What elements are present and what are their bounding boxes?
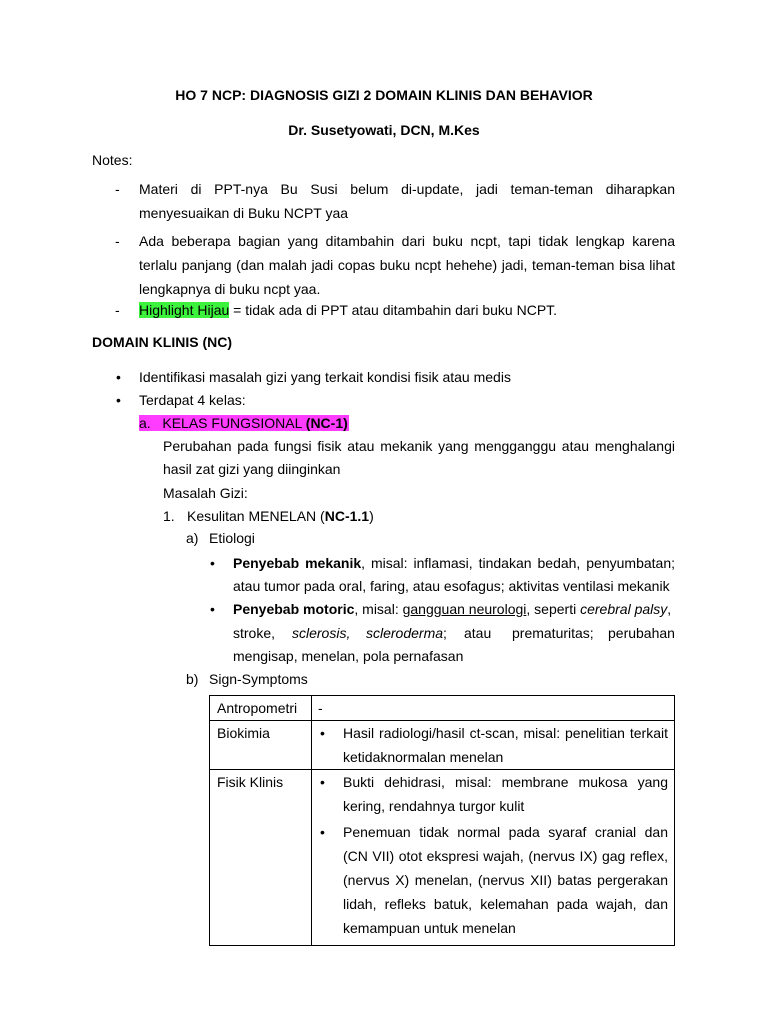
class-heading — [139, 415, 349, 431]
cause-text: , — [667, 601, 672, 617]
bullet-text: Identifikasi masalah gizi yang terkait kondisi fisik atau medis — [139, 369, 511, 385]
class-marker: a. — [139, 415, 151, 431]
row-value — [312, 770, 675, 946]
masalah-label: Masalah Gizi: — [163, 485, 248, 501]
problem-label: Kesulitan MENELAN ( — [187, 508, 325, 524]
problem-title — [187, 508, 374, 524]
bullet-icon: • — [210, 601, 215, 617]
italic-term: cerebral palsy — [580, 601, 668, 617]
cause-label: Penyebab motoric — [233, 601, 355, 617]
dash-marker: - — [115, 302, 120, 318]
cause-text: perubahan — [608, 625, 675, 641]
problem-close: ) — [369, 508, 374, 524]
italic-term-wrap — [366, 625, 447, 641]
italic-term: scleroderma — [366, 625, 444, 641]
cause-text: , misal: inflamasi, tindakan bedah, penyumbatan; — [361, 555, 676, 571]
class-description-cont: hasil zat gizi yang diinginkan — [163, 461, 341, 477]
table-bullet-item: • Bukti dehidrasi, misal: membrane mukosa yang kering, rendahnya turgor kulit — [318, 770, 668, 818]
etiologi-item-line — [233, 601, 671, 617]
note-text: Materi di PPT-nya Bu Susi belum di-update, jadi teman-teman diharapkan menyesuaikan di Buku NCPT yaa — [139, 181, 675, 221]
cause-text: atau — [464, 625, 492, 641]
table-bullet-item: • Hasil radiologi/hasil ct-scan, misal: penelitian terkait ketidaknormalan menelan — [318, 721, 668, 769]
etiologi-item-line — [233, 555, 675, 571]
underlined-term: gangguan neurologi — [402, 601, 527, 617]
signs-marker: b) — [186, 671, 199, 687]
row-label: Antropometri — [210, 696, 312, 721]
table-row — [210, 721, 675, 770]
table-row — [210, 696, 675, 721]
cause-text: prematuritas; — [512, 625, 594, 641]
row-value — [312, 721, 675, 770]
dash-marker: - — [115, 181, 120, 197]
problem-number: 1. — [163, 508, 175, 524]
table-row — [210, 770, 675, 946]
italic-term: sclerosis, — [292, 625, 351, 641]
cause-text: , misal: — [354, 601, 403, 617]
row-label: Biokimia — [210, 721, 312, 770]
note-text: Ada beberapa bagian yang ditambahin dari buku ncpt, tapi tidak lengkap karena terlalu panjang (dan malah jadi copas buku ncpt hehehe) jadi, teman-teman bisa lihat lengkapnya di buku ncpt yaa. — [139, 233, 675, 297]
bullet-icon: • — [116, 369, 121, 385]
sign-symptoms-table — [209, 695, 675, 946]
class-description: Perubahan pada fungsi fisik atau mekanik yang mengganggu atau menghalangi — [163, 438, 675, 454]
problem-code: NC-1.1 — [324, 508, 370, 524]
note-text — [139, 298, 675, 322]
note-rest: = tidak ada di PPT atau ditambahin dari buku NCPT. — [229, 302, 558, 318]
etiologi-item-line: atau tumor pada oral, faring, atau esofagus; aktivitas ventilasi mekanik — [233, 578, 670, 594]
document-title: HO 7 NCP: DIAGNOSIS GIZI 2 DOMAIN KLINIS DAN BEHAVIOR — [175, 87, 593, 103]
bullet-icon: • — [116, 392, 121, 408]
cause-text: stroke, — [233, 625, 276, 641]
etiologi-marker: a) — [186, 530, 199, 546]
dash-marker: - — [115, 233, 120, 249]
row-label: Fisik Klinis — [210, 770, 312, 946]
notes-label: Notes: — [92, 152, 133, 168]
cause-text: , seperti — [526, 601, 581, 617]
cause-label: Penyebab mekanik — [233, 555, 362, 571]
cause-text: ; — [443, 625, 447, 641]
table-bullet-item: • Penemuan tidak normal pada syaraf cranial dan (CN VII) otot ekspresi wajah, (nervus IX) gag reflex, (nervus X) menelan, (nervus XII) batas pergerakan lidah, refleks batuk, kelemahan pada wajah, dan kemampuan untuk menelan — [318, 820, 668, 940]
class-code: (NC-1) — [305, 415, 348, 431]
etiologi-item-line: mengisap, menelan, pola pernafasan — [233, 648, 464, 664]
section-heading: DOMAIN KLINIS (NC) — [92, 334, 232, 350]
green-highlight: Highlight Hijau — [139, 302, 230, 318]
etiologi-label: Etiologi — [209, 530, 255, 546]
bullet-icon: • — [210, 555, 215, 571]
row-value: - — [312, 696, 675, 721]
etiologi-item-line — [233, 625, 275, 641]
bullet-text: Terdapat 4 kelas: — [139, 392, 246, 408]
class-label: KELAS FUNGSIONAL — [162, 415, 306, 431]
signs-label: Sign-Symptoms — [209, 671, 308, 687]
author-line: Dr. Susetyowati, DCN, M.Kes — [288, 122, 480, 138]
